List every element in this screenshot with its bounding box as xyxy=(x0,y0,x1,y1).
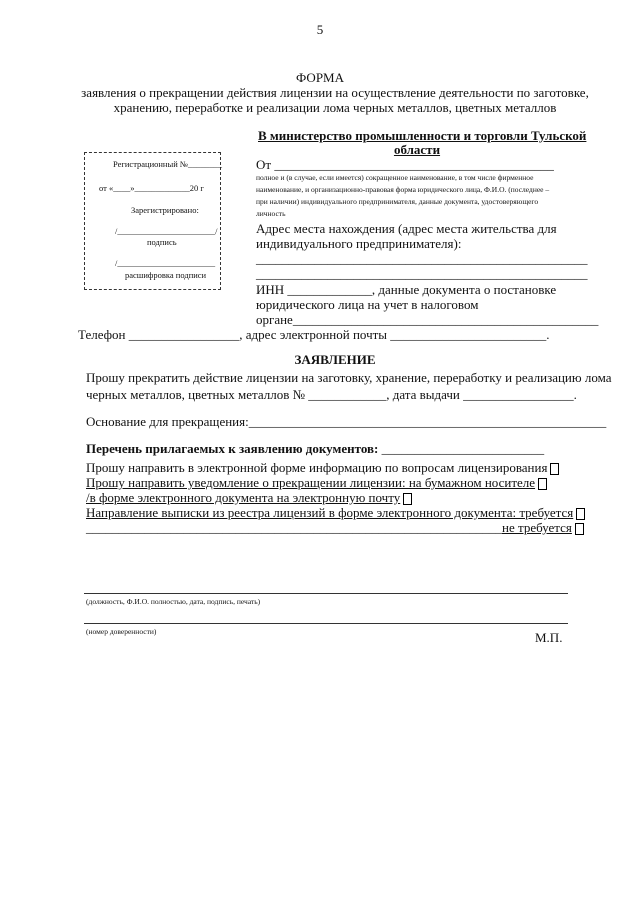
registration-box xyxy=(84,152,221,290)
checkbox-electronic-info[interactable] xyxy=(550,463,559,475)
address-label-1: Адрес места нахождения (адрес места жительства для xyxy=(256,221,557,236)
form-title: ФОРМА xyxy=(296,70,344,85)
reg-decode-caption: расшифровка подписи xyxy=(125,270,207,280)
stamp-place: М.П. xyxy=(535,630,563,645)
request-line-2[interactable]: черных металлов, цветных металлов № ____________, дата выдачи _________________. xyxy=(86,387,577,402)
reg-date: от «____»_____________20 г xyxy=(99,183,204,193)
checkbox-notify-paper[interactable] xyxy=(538,478,547,490)
option-notify-electronic-label: /в форме электронного документа на электронную почту xyxy=(86,490,401,505)
inn-field[interactable]: ИНН _____________, данные документа о постановке xyxy=(256,282,557,297)
from-note-3: при наличии) индивидуального предпринимателя, данные документа, удостоверяющего xyxy=(256,197,539,206)
option-notify-paper-label: Прошу направить уведомление о прекращении лицензии: на бумажном носителе xyxy=(86,475,536,490)
basis-field[interactable]: Основание для прекращения:_______________________________________________________ xyxy=(86,414,607,429)
addressee-line-2: области xyxy=(393,142,441,157)
checkbox-extract-not-required[interactable] xyxy=(575,523,584,535)
reg-sign-line: /_______________________/ xyxy=(115,226,218,236)
docs-field[interactable]: _________________________ xyxy=(378,441,545,456)
phone-email-line[interactable]: Телефон _________________, адрес электронной почты ________________________. xyxy=(78,327,550,342)
request-line-1: Прошу прекратить действие лицензии на заготовку, хранение, переработку и реализацию лома xyxy=(86,370,612,385)
signature-caption: (должность, Ф.И.О. полностью, дата, подпись, печать) xyxy=(86,597,261,606)
page-number: 5 xyxy=(316,22,324,37)
checkbox-extract-required[interactable] xyxy=(576,508,585,520)
addressee-line-1: В министерство промышленности и торговли Тульской xyxy=(258,128,587,143)
form-subtitle-2: хранению, переработке и реализации лома черных металлов, цветных металлов xyxy=(113,100,557,115)
option-notify-paper[interactable] xyxy=(86,475,547,491)
option-extract-not-required[interactable] xyxy=(86,520,584,536)
address-field-1[interactable]: ___________________________________________________ xyxy=(256,251,588,266)
from-field[interactable]: От ___________________________________________ xyxy=(256,157,554,172)
address-field-2[interactable]: ___________________________________________________ xyxy=(256,266,588,281)
option-electronic-info[interactable] xyxy=(86,460,559,476)
address-label-2: индивидуального предпринимателя): xyxy=(256,236,462,251)
checkbox-notify-electronic[interactable] xyxy=(403,493,412,505)
proxy-line[interactable] xyxy=(84,623,568,624)
option-extract-required-label: Направление выписки из реестра лицензий в форме электронного документа: требуется xyxy=(86,505,574,520)
inn-line-2: юридического лица на учет в налоговом xyxy=(256,297,479,312)
from-note-4: личность xyxy=(256,209,286,218)
reg-number: Регистрационный №________ xyxy=(113,159,222,169)
proxy-caption: (номер доверенности) xyxy=(86,627,157,636)
from-note-1: полное и (в случае, если имеется) сокращенное наименование, в том числе фирменное xyxy=(256,173,534,182)
from-note-2: наименование, и организационно-правовая форма юридического лица, Ф.И.О. (последнее – xyxy=(256,185,550,194)
option-electronic-info-label: Прошу направить в электронной форме информацию по вопросам лицензирования xyxy=(86,460,548,475)
form-subtitle-1: заявления о прекращении действия лицензии на осуществление деятельности по заготовке, xyxy=(81,85,589,100)
statement-title: ЗАЯВЛЕНИЕ xyxy=(294,352,376,367)
docs-label: Перечень прилагаемых к заявлению документов: xyxy=(86,441,379,456)
option-notify-electronic[interactable] xyxy=(86,490,412,506)
reg-decode-line: /_______________________ xyxy=(115,258,216,268)
signature-line[interactable] xyxy=(84,593,568,594)
option-extract-not-required-label: не требуется xyxy=(502,520,572,535)
extract-line: ________________________________________________________________ xyxy=(86,520,502,535)
reg-registered: Зарегистрировано: xyxy=(131,205,199,215)
tax-authority-field[interactable]: органе_______________________________________________ xyxy=(256,312,599,327)
option-extract-required[interactable] xyxy=(86,505,585,521)
docs-row[interactable] xyxy=(86,441,544,457)
reg-sign-caption: подпись xyxy=(147,237,177,247)
